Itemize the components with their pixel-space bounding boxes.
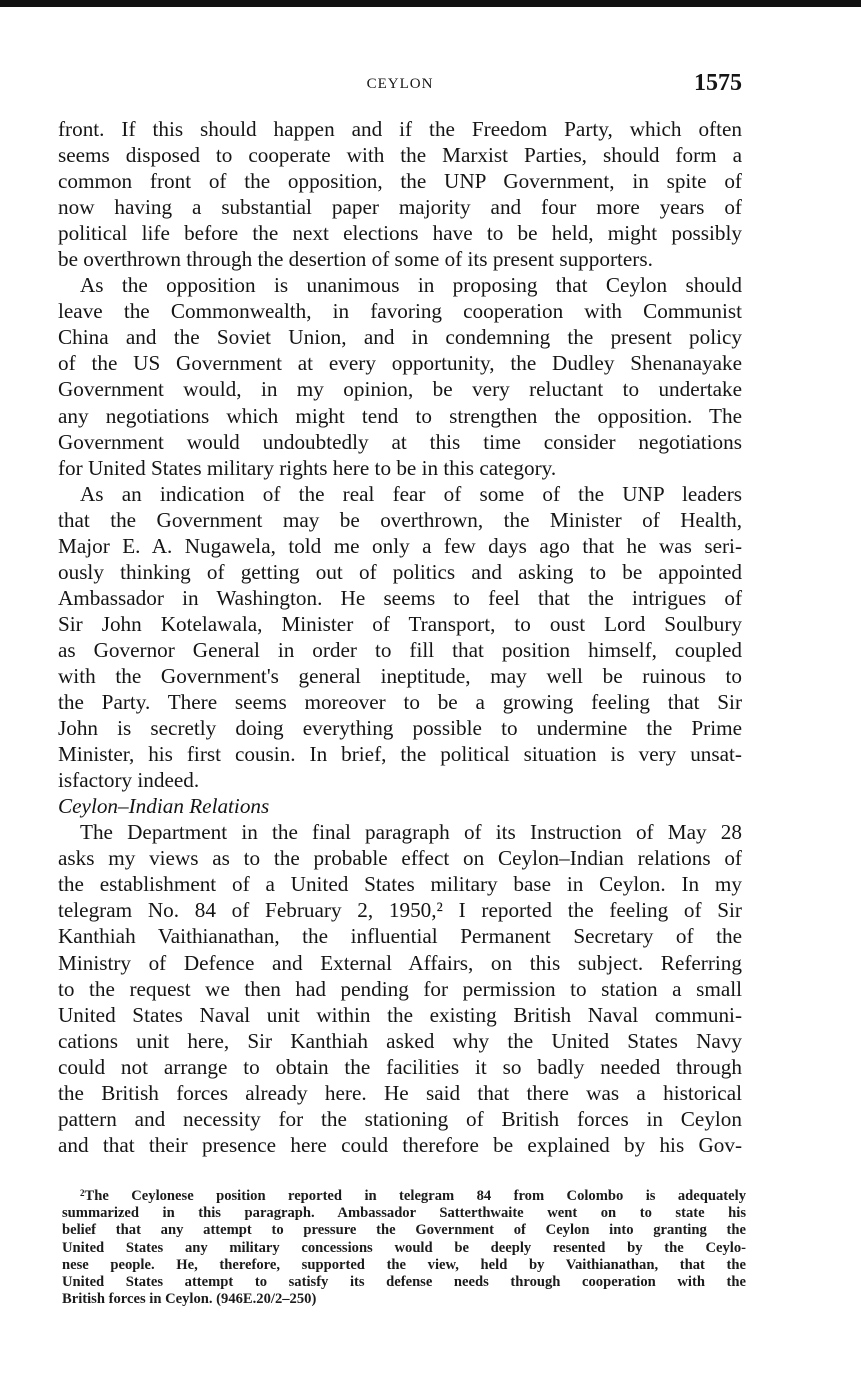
top-border-rule [0, 0, 861, 7]
body-line: cations unit here, Sir Kanthiah asked why the United States Navy [58, 1028, 742, 1053]
body-line: telegram No. 84 of February 2, 1950,² I reported the feeling of Sir [58, 898, 742, 923]
body-line: pattern and necessity for the stationing of British forces in Ceylon [58, 1106, 742, 1131]
body-line: front. If this should happen and if the Freedom Party, which often [58, 117, 742, 141]
body-line: Sir John Kotelawala, Minister of Transport, to oust Lord Soulbury [58, 611, 742, 636]
body-line: the British forces already here. He said that there was a historical [58, 1080, 742, 1105]
footnote-line: British forces in Ceylon. (946E.20/2–250) [62, 1291, 317, 1308]
body-line: leave the Commonwealth, in favoring cooperation with Communist [58, 299, 742, 324]
footnote-line-text: The Ceylonese position reported in telegram 84 from Colombo is adequately [84, 1188, 746, 1204]
body-line: be overthrown through the desertion of some of its present supporters. [58, 247, 653, 272]
body-line: China and the Soviet Union, and in condemning the present policy [58, 325, 742, 350]
footnote [62, 1188, 746, 1308]
body-line: could not arrange to obtain the facilities it so badly needed through [58, 1054, 742, 1079]
body-line: for United States military rights here to be in this category. [58, 455, 557, 480]
body-line: political life before the next elections have to be held, might possibly [58, 221, 742, 246]
body-line: Kanthiah Vaithianathan, the influential Permanent Secretary of the [58, 924, 742, 949]
body-line: with the Government's general ineptitude, may well be ruinous to [58, 663, 742, 688]
body-line: Ambassador in Washington. He seems to feel that the intrigues of [58, 585, 742, 610]
body-line: and that their presence here could therefore be explained by his Gov- [58, 1132, 742, 1157]
footnote-marker: 2 [80, 1188, 85, 1198]
body-line: The Department in the final paragraph of its Instruction of May 28 [80, 820, 742, 845]
body-line: Government would, in my opinion, be very reluctant to undertake [58, 377, 742, 402]
footnote-line: nese people. He, therefore, supported the view, held by Vaithianathan, that the [62, 1256, 746, 1273]
body-line: that the Government may be overthrown, the Minister of Health, [58, 507, 742, 532]
footnote-line: United States attempt to satisfy its defense needs through cooperation with the [62, 1273, 746, 1290]
footnote-line: United States any military concessions would be deeply resented by the Ceylo- [62, 1239, 746, 1256]
body-line: isfactory indeed. [58, 768, 200, 793]
page-number: 1575 [694, 70, 742, 96]
footnote-line [62, 1188, 746, 1205]
body-line: Major E. A. Nugawela, told me only a few days ago that he was seri- [58, 533, 742, 558]
running-head: CEYLON [366, 76, 434, 92]
footnote-line: belief that any attempt to pressure the Government of Ceylon into granting the [62, 1222, 746, 1239]
body-line: the Party. There seems moreover to be a growing feeling that Sir [58, 690, 742, 715]
body-line: any negotiations which might tend to strengthen the opposition. The [58, 403, 742, 428]
body-line: John is secretly doing everything possible to undermine the Prime [58, 716, 742, 741]
section-heading: Ceylon–Indian Relations [58, 794, 270, 819]
body-line: to the request we then had pending for permission to station a small [58, 976, 742, 1001]
body-line: asks my views as to the probable effect on Ceylon–Indian relations of [58, 846, 742, 871]
body-line: ously thinking of getting out of politics and asking to be appointed [58, 559, 742, 584]
body-line: as Governor General in order to fill that position himself, coupled [58, 637, 742, 662]
body-line: now having a substantial paper majority and four more years of [58, 195, 742, 220]
body-line: of the US Government at every opportunity, the Dudley Shenanayake [58, 351, 742, 376]
page-header [58, 70, 742, 100]
body-line: United States Naval unit within the existing British Naval communi- [58, 1002, 742, 1027]
body-line: Ministry of Defence and External Affairs, on this subject. Referring [58, 950, 742, 975]
body-line: seems disposed to cooperate with the Marxist Parties, should form a [58, 143, 742, 168]
body-line: common front of the opposition, the UNP Government, in spite of [58, 169, 742, 194]
footnote-line: summarized in this paragraph. Ambassador Satterthwaite went on to state his [62, 1205, 746, 1222]
body-line: Government would undoubtedly at this time consider negotiations [58, 429, 742, 454]
body-line: As an indication of the real fear of some of the UNP leaders [80, 481, 742, 506]
body-text [58, 116, 742, 1158]
body-line: Minister, his first cousin. In brief, the political situation is very unsat- [58, 742, 742, 767]
body-line: As the opposition is unanimous in proposing that Ceylon should [80, 273, 742, 298]
body-line: the establishment of a United States military base in Ceylon. In my [58, 872, 742, 897]
